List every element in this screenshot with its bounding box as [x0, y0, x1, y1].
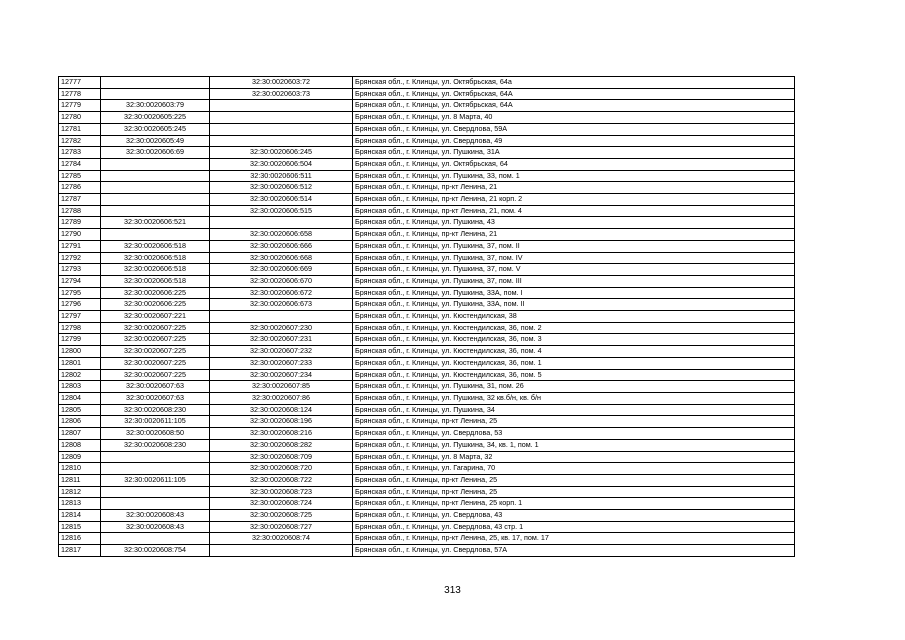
parent-cadastral-number-cell: 32:30:0020605:225: [101, 112, 210, 124]
row-number-cell: 12806: [59, 416, 101, 428]
table-row: [59, 510, 795, 522]
table-row: [59, 77, 795, 89]
parent-cadastral-number-cell: [101, 498, 210, 510]
parent-cadastral-number-cell: 32:30:0020606:521: [101, 217, 210, 229]
cadastral-number-cell: 32:30:0020606:512: [210, 182, 353, 194]
address-cell: Брянская обл., г. Клинцы, ул. Пушкина, 32 кв.б/н, кв. б/н: [353, 392, 795, 404]
address-cell: Брянская обл., г. Клинцы, ул. Кюстендилская, 36, пом. 1: [353, 357, 795, 369]
parent-cadastral-number-cell: 32:30:0020608:43: [101, 510, 210, 522]
cadastral-number-cell: 32:30:0020603:73: [210, 88, 353, 100]
cadastral-number-cell: 32:30:0020607:233: [210, 357, 353, 369]
table-row: [59, 369, 795, 381]
table-row: [59, 439, 795, 451]
table-row: [59, 240, 795, 252]
row-number-cell: 12810: [59, 463, 101, 475]
table-row: [59, 346, 795, 358]
row-number-cell: 12803: [59, 381, 101, 393]
cadastral-number-cell: 32:30:0020608:725: [210, 510, 353, 522]
table-row: [59, 217, 795, 229]
cadastral-number-cell: 32:30:0020606:669: [210, 264, 353, 276]
cadastral-number-cell: 32:30:0020606:672: [210, 287, 353, 299]
address-cell: Брянская обл., г. Клинцы, ул. Свердлова, 59А: [353, 123, 795, 135]
cadastral-number-cell: 32:30:0020608:723: [210, 486, 353, 498]
parent-cadastral-number-cell: 32:30:0020607:225: [101, 369, 210, 381]
parent-cadastral-number-cell: 32:30:0020607:63: [101, 392, 210, 404]
row-number-cell: 12792: [59, 252, 101, 264]
address-cell: Брянская обл., г. Клинцы, ул. Кюстендилская, 36, пом. 3: [353, 334, 795, 346]
parent-cadastral-number-cell: 32:30:0020608:43: [101, 521, 210, 533]
row-number-cell: 12809: [59, 451, 101, 463]
row-number-cell: 12791: [59, 240, 101, 252]
table-row: [59, 88, 795, 100]
table-row: [59, 451, 795, 463]
cadastral-number-cell: 32:30:0020606:666: [210, 240, 353, 252]
cadastral-number-cell: 32:30:0020608:282: [210, 439, 353, 451]
address-cell: Брянская обл., г. Клинцы, пр-кт Ленина, 21: [353, 229, 795, 241]
row-number-cell: 12779: [59, 100, 101, 112]
parent-cadastral-number-cell: 32:30:0020611:105: [101, 474, 210, 486]
table-row: [59, 474, 795, 486]
cadastral-number-cell: [210, 311, 353, 323]
row-number-cell: 12801: [59, 357, 101, 369]
row-number-cell: 12789: [59, 217, 101, 229]
row-number-cell: 12815: [59, 521, 101, 533]
table-row: [59, 533, 795, 545]
table-row: [59, 357, 795, 369]
cadastral-number-cell: [210, 112, 353, 124]
table-row: [59, 229, 795, 241]
parent-cadastral-number-cell: [101, 463, 210, 475]
cadastral-number-cell: 32:30:0020606:514: [210, 194, 353, 206]
address-cell: Брянская обл., г. Клинцы, ул. Пушкина, 37, пом. IV: [353, 252, 795, 264]
cadastral-number-cell: 32:30:0020607:85: [210, 381, 353, 393]
table-row: [59, 381, 795, 393]
table-row: [59, 264, 795, 276]
table-row: [59, 287, 795, 299]
row-number-cell: 12802: [59, 369, 101, 381]
row-number-cell: 12778: [59, 88, 101, 100]
address-cell: Брянская обл., г. Клинцы, ул. Пушкина, 33А, пом. II: [353, 299, 795, 311]
parent-cadastral-number-cell: 32:30:0020608:230: [101, 439, 210, 451]
address-cell: Брянская обл., г. Клинцы, пр-кт Ленина, 21: [353, 182, 795, 194]
table-body: [59, 77, 795, 557]
address-cell: Брянская обл., г. Клинцы, ул. 8 Марта, 32: [353, 451, 795, 463]
parent-cadastral-number-cell: 32:30:0020608:754: [101, 545, 210, 557]
row-number-cell: 12785: [59, 170, 101, 182]
parent-cadastral-number-cell: 32:30:0020605:245: [101, 123, 210, 135]
table-row: [59, 416, 795, 428]
cadastral-number-cell: 32:30:0020607:234: [210, 369, 353, 381]
parent-cadastral-number-cell: 32:30:0020607:225: [101, 322, 210, 334]
address-cell: Брянская обл., г. Клинцы, ул. Пушкина, 43: [353, 217, 795, 229]
cadastral-number-cell: 32:30:0020606:670: [210, 275, 353, 287]
address-cell: Брянская обл., г. Клинцы, ул. Пушкина, 37, пом. III: [353, 275, 795, 287]
address-cell: Брянская обл., г. Клинцы, ул. Октябрьская, 64А: [353, 88, 795, 100]
cadastral-number-cell: 32:30:0020606:668: [210, 252, 353, 264]
table-row: [59, 299, 795, 311]
parent-cadastral-number-cell: 32:30:0020606:518: [101, 264, 210, 276]
parent-cadastral-number-cell: 32:30:0020608:50: [101, 428, 210, 440]
row-number-cell: 12794: [59, 275, 101, 287]
row-number-cell: 12816: [59, 533, 101, 545]
address-cell: Брянская обл., г. Клинцы, ул. Октябрьская, 64: [353, 158, 795, 170]
parent-cadastral-number-cell: [101, 451, 210, 463]
table-row: [59, 135, 795, 147]
cadastral-number-cell: 32:30:0020608:196: [210, 416, 353, 428]
table-row: [59, 392, 795, 404]
row-number-cell: 12782: [59, 135, 101, 147]
row-number-cell: 12786: [59, 182, 101, 194]
address-cell: Брянская обл., г. Клинцы, ул. Пушкина, 37, пом. V: [353, 264, 795, 276]
row-number-cell: 12805: [59, 404, 101, 416]
row-number-cell: 12783: [59, 147, 101, 159]
parent-cadastral-number-cell: [101, 182, 210, 194]
parent-cadastral-number-cell: 32:30:0020607:221: [101, 311, 210, 323]
page-number: 313: [444, 585, 461, 596]
address-cell: Брянская обл., г. Клинцы, ул. Пушкина, 31, пом. 26: [353, 381, 795, 393]
address-cell: Брянская обл., г. Клинцы, ул. Октябрьская, 64а: [353, 77, 795, 89]
table-row: [59, 311, 795, 323]
cadastral-number-cell: 32:30:0020608:720: [210, 463, 353, 475]
parent-cadastral-number-cell: [101, 158, 210, 170]
row-number-cell: 12788: [59, 205, 101, 217]
address-cell: Брянская обл., г. Клинцы, ул. Пушкина, 34: [353, 404, 795, 416]
address-cell: Брянская обл., г. Клинцы, ул. Свердлова, 49: [353, 135, 795, 147]
table-row: [59, 182, 795, 194]
parent-cadastral-number-cell: 32:30:0020606:225: [101, 299, 210, 311]
table-row: [59, 545, 795, 557]
row-number-cell: 12804: [59, 392, 101, 404]
address-cell: Брянская обл., г. Клинцы, ул. Пушкина, 37, пом. II: [353, 240, 795, 252]
table-row: [59, 463, 795, 475]
cadastral-number-cell: 32:30:0020603:72: [210, 77, 353, 89]
table-row: [59, 275, 795, 287]
address-cell: Брянская обл., г. Клинцы, ул. Свердлова, 53: [353, 428, 795, 440]
address-cell: Брянская обл., г. Клинцы, пр-кт Ленина, 25, кв. 17, пом. 17: [353, 533, 795, 545]
row-number-cell: 12793: [59, 264, 101, 276]
parent-cadastral-number-cell: 32:30:0020606:518: [101, 252, 210, 264]
row-number-cell: 12817: [59, 545, 101, 557]
cadastral-number-cell: 32:30:0020608:216: [210, 428, 353, 440]
address-cell: Брянская обл., г. Клинцы, ул. Кюстендилская, 38: [353, 311, 795, 323]
parent-cadastral-number-cell: 32:30:0020607:225: [101, 346, 210, 358]
table-row: [59, 100, 795, 112]
parent-cadastral-number-cell: 32:30:0020611:105: [101, 416, 210, 428]
row-number-cell: 12781: [59, 123, 101, 135]
row-number-cell: 12777: [59, 77, 101, 89]
parent-cadastral-number-cell: [101, 205, 210, 217]
row-number-cell: 12812: [59, 486, 101, 498]
cadastral-number-cell: 32:30:0020606:245: [210, 147, 353, 159]
cadastral-number-cell: [210, 135, 353, 147]
row-number-cell: 12798: [59, 322, 101, 334]
row-number-cell: 12797: [59, 311, 101, 323]
address-cell: Брянская обл., г. Клинцы, пр-кт Ленина, 21 корп. 2: [353, 194, 795, 206]
table-row: [59, 158, 795, 170]
cadastral-number-cell: 32:30:0020607:232: [210, 346, 353, 358]
parent-cadastral-number-cell: 32:30:0020606:518: [101, 275, 210, 287]
cadastral-number-cell: [210, 100, 353, 112]
cadastral-number-cell: 32:30:0020607:230: [210, 322, 353, 334]
cadastral-number-cell: 32:30:0020606:658: [210, 229, 353, 241]
address-cell: Брянская обл., г. Клинцы, ул. Свердлова, 57А: [353, 545, 795, 557]
cadastral-number-cell: 32:30:0020608:709: [210, 451, 353, 463]
table-row: [59, 194, 795, 206]
row-number-cell: 12800: [59, 346, 101, 358]
cadastral-number-cell: 32:30:0020608:74: [210, 533, 353, 545]
table-row: [59, 404, 795, 416]
parent-cadastral-number-cell: [101, 88, 210, 100]
row-number-cell: 12814: [59, 510, 101, 522]
table-row: [59, 521, 795, 533]
cadastral-number-cell: 32:30:0020606:504: [210, 158, 353, 170]
address-cell: Брянская обл., г. Клинцы, пр-кт Ленина, 25: [353, 416, 795, 428]
address-cell: Брянская обл., г. Клинцы, пр-кт Ленина, 25 корп. 1: [353, 498, 795, 510]
parent-cadastral-number-cell: 32:30:0020606:518: [101, 240, 210, 252]
cadastral-number-cell: [210, 123, 353, 135]
table-row: [59, 205, 795, 217]
cadastral-number-cell: 32:30:0020608:124: [210, 404, 353, 416]
parent-cadastral-number-cell: 32:30:0020607:225: [101, 334, 210, 346]
address-cell: Брянская обл., г. Клинцы, ул. Свердлова, 43: [353, 510, 795, 522]
cadastral-number-cell: 32:30:0020608:724: [210, 498, 353, 510]
parent-cadastral-number-cell: 32:30:0020607:63: [101, 381, 210, 393]
table-row: [59, 170, 795, 182]
address-cell: Брянская обл., г. Клинцы, ул. Кюстендилская, 36, пом. 4: [353, 346, 795, 358]
parent-cadastral-number-cell: 32:30:0020606:225: [101, 287, 210, 299]
address-cell: Брянская обл., г. Клинцы, ул. Пушкина, 33А, пом. I: [353, 287, 795, 299]
row-number-cell: 12796: [59, 299, 101, 311]
property-registry-table: [58, 76, 795, 557]
parent-cadastral-number-cell: [101, 486, 210, 498]
table-row: [59, 498, 795, 510]
row-number-cell: 12807: [59, 428, 101, 440]
table-row: [59, 123, 795, 135]
row-number-cell: 12790: [59, 229, 101, 241]
address-cell: Брянская обл., г. Клинцы, ул. Пушкина, 31А: [353, 147, 795, 159]
table-row: [59, 428, 795, 440]
row-number-cell: 12784: [59, 158, 101, 170]
cadastral-number-cell: [210, 545, 353, 557]
row-number-cell: 12799: [59, 334, 101, 346]
address-cell: Брянская обл., г. Клинцы, ул. Кюстендилская, 36, пом. 2: [353, 322, 795, 334]
address-cell: Брянская обл., г. Клинцы, ул. Пушкина, 34, кв. 1, пом. 1: [353, 439, 795, 451]
cadastral-number-cell: 32:30:0020608:727: [210, 521, 353, 533]
row-number-cell: 12813: [59, 498, 101, 510]
parent-cadastral-number-cell: 32:30:0020605:49: [101, 135, 210, 147]
address-cell: Брянская обл., г. Клинцы, ул. Свердлова, 43 стр. 1: [353, 521, 795, 533]
cadastral-number-cell: 32:30:0020607:86: [210, 392, 353, 404]
cadastral-number-cell: 32:30:0020606:511: [210, 170, 353, 182]
address-cell: Брянская обл., г. Клинцы, ул. Октябрьская, 64А: [353, 100, 795, 112]
parent-cadastral-number-cell: [101, 229, 210, 241]
parent-cadastral-number-cell: 32:30:0020607:225: [101, 357, 210, 369]
cadastral-number-cell: [210, 217, 353, 229]
table-row: [59, 322, 795, 334]
parent-cadastral-number-cell: 32:30:0020608:230: [101, 404, 210, 416]
table-row: [59, 252, 795, 264]
parent-cadastral-number-cell: 32:30:0020606:69: [101, 147, 210, 159]
parent-cadastral-number-cell: [101, 194, 210, 206]
table-row: [59, 147, 795, 159]
address-cell: Брянская обл., г. Клинцы, пр-кт Ленина, 25: [353, 474, 795, 486]
row-number-cell: 12795: [59, 287, 101, 299]
table-row: [59, 112, 795, 124]
row-number-cell: 12787: [59, 194, 101, 206]
parent-cadastral-number-cell: [101, 77, 210, 89]
cadastral-number-cell: 32:30:0020608:722: [210, 474, 353, 486]
row-number-cell: 12808: [59, 439, 101, 451]
address-cell: Брянская обл., г. Клинцы, пр-кт Ленина, 21, пом. 4: [353, 205, 795, 217]
cadastral-number-cell: 32:30:0020606:515: [210, 205, 353, 217]
parent-cadastral-number-cell: 32:30:0020603:79: [101, 100, 210, 112]
parent-cadastral-number-cell: [101, 170, 210, 182]
cadastral-number-cell: 32:30:0020607:231: [210, 334, 353, 346]
address-cell: Брянская обл., г. Клинцы, ул. 8 Марта, 40: [353, 112, 795, 124]
row-number-cell: 12811: [59, 474, 101, 486]
table-row: [59, 486, 795, 498]
address-cell: Брянская обл., г. Клинцы, ул. Кюстендилская, 36, пом. 5: [353, 369, 795, 381]
cadastral-number-cell: 32:30:0020606:673: [210, 299, 353, 311]
parent-cadastral-number-cell: [101, 533, 210, 545]
address-cell: Брянская обл., г. Клинцы, ул. Пушкина, 33, пом. 1: [353, 170, 795, 182]
table-row: [59, 334, 795, 346]
address-cell: Брянская обл., г. Клинцы, пр-кт Ленина, 25: [353, 486, 795, 498]
address-cell: Брянская обл., г. Клинцы, ул. Гагарина, 70: [353, 463, 795, 475]
row-number-cell: 12780: [59, 112, 101, 124]
